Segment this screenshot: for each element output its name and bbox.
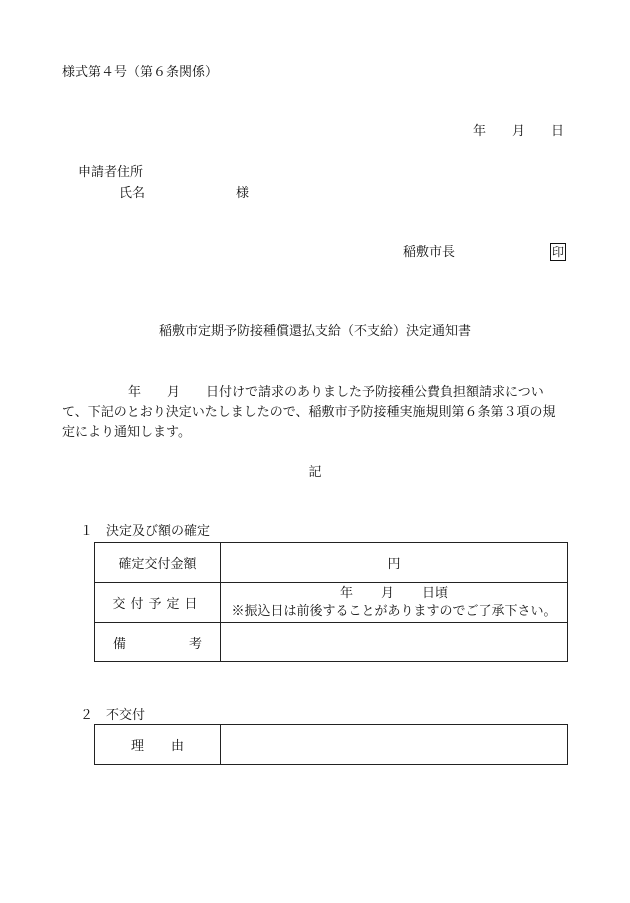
remarks-label-2: 考	[188, 636, 202, 652]
remarks-value	[221, 623, 568, 662]
amount-unit: 円	[387, 557, 401, 572]
date-day: 日	[550, 124, 564, 139]
non-grant-table	[94, 724, 568, 765]
decision-table	[94, 542, 568, 662]
applicant-address-label: 申請者住所	[78, 165, 144, 180]
amount-value	[221, 543, 568, 583]
issuer-title: 稲敷市長	[403, 245, 456, 260]
body-year: 年	[128, 385, 142, 400]
section1-heading: １ 決定及び額の確定	[80, 524, 211, 539]
ki-heading: 記	[308, 465, 322, 480]
date-month: 月	[511, 124, 525, 139]
seal-mark: 印	[551, 245, 564, 259]
delivery-note: ※振込日は前後することがありますのでご了承下さい。	[231, 603, 557, 619]
body-text: 日付けで請求のありました予防接種公費負担額請求について、下記のとおり決定いたしましたので、稲敷市予防接種実施規則第６条第３項の規定により通知します。	[62, 385, 556, 440]
section2-heading: ２ 不交付	[80, 708, 146, 723]
reason-value	[221, 725, 568, 765]
reason-label	[95, 725, 221, 765]
body-month: 月	[167, 385, 181, 400]
table-row	[95, 583, 568, 623]
form-number: 様式第４号（第６条関係）	[62, 65, 219, 80]
document-title: 稲敷市定期予防接種償還払支給（不支給）決定通知書	[158, 324, 471, 339]
amount-label: 確定交付金額	[95, 543, 221, 583]
table-row	[95, 725, 568, 765]
issue-date	[473, 124, 564, 140]
date-year: 年	[472, 124, 486, 139]
delivery-date-value	[221, 583, 568, 623]
table-row	[95, 543, 568, 583]
table-row	[95, 623, 568, 662]
applicant-name-label: 氏名	[119, 186, 146, 201]
notice-body	[62, 383, 568, 443]
remarks-label-1: 備	[113, 636, 127, 652]
delivery-date-label: 交付予定日	[95, 583, 221, 623]
reason-label-2: 由	[170, 739, 184, 754]
delivery-year: 年	[339, 585, 353, 601]
remarks-label	[95, 623, 221, 662]
reason-label-1: 理	[131, 739, 145, 754]
delivery-day: 日頃	[422, 585, 449, 601]
delivery-month: 月	[380, 585, 394, 601]
applicant-honorific: 様	[236, 186, 250, 201]
